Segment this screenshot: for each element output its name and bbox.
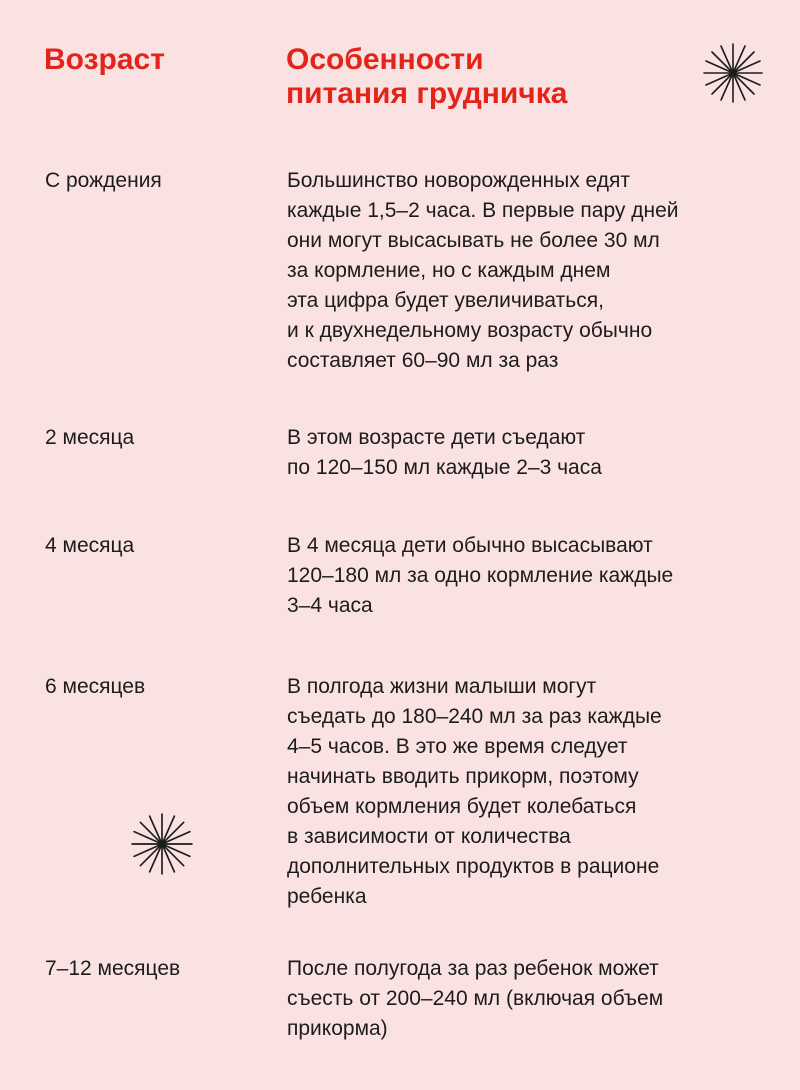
- description-line: и к двухнедельному возрасту обычно: [287, 319, 653, 342]
- description-line: начинать вводить прикорм, поэтому: [287, 765, 639, 788]
- feeding-description: [287, 166, 757, 376]
- age-label: 6 месяцев: [45, 675, 146, 698]
- description-line: 120–180 мл за одно кормление каждые: [287, 564, 674, 587]
- starburst-icon: [702, 42, 764, 104]
- description-line: После полугода за раз ребенок может: [287, 957, 659, 980]
- description-line: каждые 1,5–2 часа. В первые пару дней: [287, 199, 679, 222]
- description-line: 4–5 часов. В это же время следует: [287, 735, 628, 758]
- description-line: съесть от 200–240 мл (включая объем: [287, 987, 664, 1010]
- feeding-description: [287, 423, 757, 483]
- column-header-features-line: Особенности: [286, 43, 484, 76]
- description-line: в зависимости от количества: [287, 825, 571, 848]
- column-header-age: Возраст: [44, 43, 165, 76]
- column-header-features: [286, 43, 706, 111]
- age-label: 4 месяца: [45, 534, 135, 557]
- description-line: В 4 месяца дети обычно высасывают: [287, 534, 653, 557]
- description-line: эта цифра будет увеличиваться,: [287, 289, 604, 312]
- age-label: 7–12 месяцев: [45, 957, 181, 980]
- age-label: С рождения: [45, 169, 162, 192]
- description-line: В этом возрасте дети съедают: [287, 426, 586, 449]
- feeding-description: [287, 531, 757, 621]
- description-line: дополнительных продуктов в рационе: [287, 855, 660, 878]
- column-header-features-line: питания грудничка: [286, 77, 568, 110]
- feeding-description: [287, 954, 757, 1044]
- description-line: съедать до 180–240 мл за раз каждые: [287, 705, 662, 728]
- description-line: составляет 60–90 мл за раз: [287, 349, 559, 372]
- description-line: объем кормления будет колебаться: [287, 795, 637, 818]
- description-line: В полгода жизни малыши могут: [287, 675, 597, 698]
- description-line: они могут высасывать не более 30 мл: [287, 229, 660, 252]
- feeding-description: [287, 672, 757, 912]
- description-line: 3–4 часа: [287, 594, 373, 617]
- description-line: по 120–150 мл каждые 2–3 часа: [287, 456, 602, 479]
- age-label: 2 месяца: [45, 426, 135, 449]
- description-line: прикорма): [287, 1017, 388, 1040]
- starburst-icon: [130, 812, 194, 876]
- description-line: ребенка: [287, 885, 367, 908]
- description-line: за кормление, но с каждым днем: [287, 259, 611, 282]
- description-line: Большинство новорожденных едят: [287, 169, 630, 192]
